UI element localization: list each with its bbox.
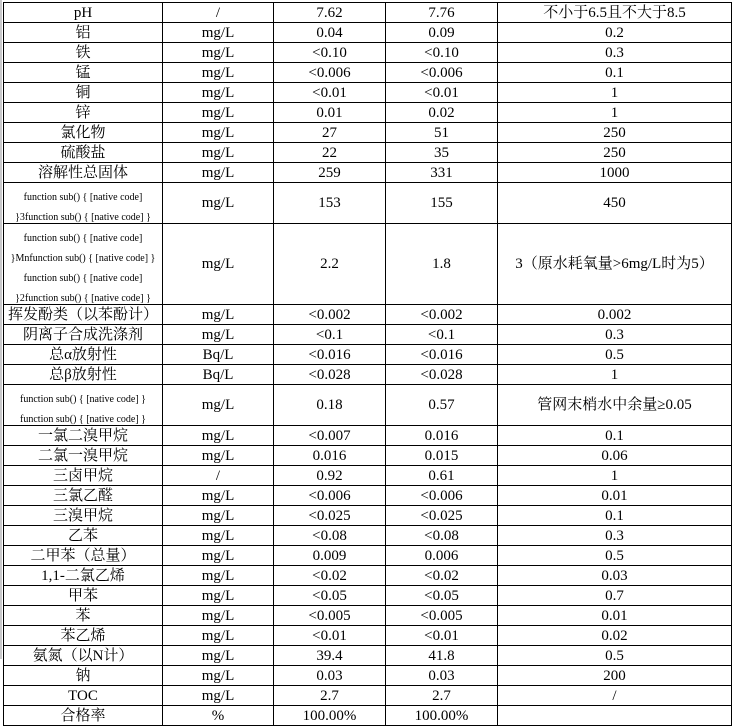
limit-cell: 0.1: [498, 506, 732, 526]
value2-cell: 0.57: [386, 385, 498, 426]
limit-cell: 1: [498, 466, 732, 486]
subscript-text: function sub() { [native code] }: [15, 273, 143, 304]
parameter-cell: 铁: [4, 43, 163, 63]
parameter-cell: pH: [4, 3, 163, 23]
unit-cell: Bq/L: [163, 345, 274, 365]
table-row: [4, 486, 732, 506]
parameter-cell: TOC: [4, 686, 163, 706]
value1-cell: 7.62: [274, 3, 386, 23]
parameter-cell: 挥发酚类（以苯酚计）: [4, 305, 163, 325]
parameter-cell: [4, 224, 163, 305]
value2-cell: <0.08: [386, 526, 498, 546]
value2-cell: <0.025: [386, 506, 498, 526]
value2-cell: 0.61: [386, 466, 498, 486]
unit-cell: mg/L: [163, 626, 274, 646]
unit-cell: mg/L: [163, 606, 274, 626]
unit-cell: mg/L: [163, 686, 274, 706]
table-row: [4, 43, 732, 63]
parameter-cell: 乙苯: [4, 526, 163, 546]
value1-cell: <0.006: [274, 486, 386, 506]
limit-cell: 0.5: [498, 345, 732, 365]
value1-cell: 39.4: [274, 646, 386, 666]
limit-cell: 0.3: [498, 526, 732, 546]
limit-cell: 0.01: [498, 486, 732, 506]
value2-cell: 331: [386, 163, 498, 183]
limit-cell: 0.3: [498, 325, 732, 345]
parameter-cell: 氯化物: [4, 123, 163, 143]
table-row: [4, 63, 732, 83]
parameter-cell: 三氯乙醛: [4, 486, 163, 506]
limit-cell: 0.3: [498, 43, 732, 63]
table-row: [4, 566, 732, 586]
value1-cell: <0.02: [274, 566, 386, 586]
parameter-cell: [4, 385, 163, 426]
subscript-text: Mn: [15, 253, 30, 264]
unit-cell: mg/L: [163, 63, 274, 83]
value2-cell: <0.10: [386, 43, 498, 63]
parameter-cell: 铝: [4, 23, 163, 43]
table-row: [4, 706, 732, 726]
unit-cell: Bq/L: [163, 365, 274, 385]
parameter-cell: 合格率: [4, 706, 163, 726]
value1-cell: 0.04: [274, 23, 386, 43]
limit-cell: 0.5: [498, 646, 732, 666]
limit-cell: [498, 706, 732, 726]
table-row: [4, 3, 732, 23]
limit-cell: 0.5: [498, 546, 732, 566]
value2-cell: 1.8: [386, 224, 498, 305]
limit-cell: 1: [498, 83, 732, 103]
unit-cell: mg/L: [163, 446, 274, 466]
parameter-cell: [4, 183, 163, 224]
value1-cell: 27: [274, 123, 386, 143]
value2-cell: <0.01: [386, 626, 498, 646]
table-row: [4, 426, 732, 446]
subscript-text: function sub() { [native code] }: [10, 233, 143, 264]
unit-cell: mg/L: [163, 103, 274, 123]
table-row: [4, 466, 732, 486]
unit-cell: mg/L: [163, 506, 274, 526]
table-row: [4, 224, 732, 305]
page-edge-strip: [0, 0, 2, 659]
limit-cell: 450: [498, 183, 732, 224]
unit-cell: mg/L: [163, 305, 274, 325]
table-row: [4, 163, 732, 183]
value2-cell: 2.7: [386, 686, 498, 706]
value2-cell: 0.006: [386, 546, 498, 566]
limit-cell: 0.2: [498, 23, 732, 43]
value1-cell: <0.08: [274, 526, 386, 546]
unit-cell: mg/L: [163, 23, 274, 43]
value1-cell: 0.03: [274, 666, 386, 686]
parameter-cell: 二甲苯（总量）: [4, 546, 163, 566]
value1-cell: <0.006: [274, 63, 386, 83]
parameter-cell: 锰: [4, 63, 163, 83]
value1-cell: 0.016: [274, 446, 386, 466]
parameter-cell: 硫酸盐: [4, 143, 163, 163]
value2-cell: 0.016: [386, 426, 498, 446]
value1-cell: 259: [274, 163, 386, 183]
table-row: [4, 666, 732, 686]
limit-cell: /: [498, 686, 732, 706]
parameter-cell: 总α放射性: [4, 345, 163, 365]
table-row: [4, 123, 732, 143]
table-row: [4, 23, 732, 43]
table-row: [4, 365, 732, 385]
limit-cell: 不小于6.5且不大于8.5: [498, 3, 732, 23]
limit-cell: 0.03: [498, 566, 732, 586]
unit-cell: %: [163, 706, 274, 726]
unit-cell: mg/L: [163, 325, 274, 345]
value2-cell: 155: [386, 183, 498, 224]
subscript-text: function sub() { [native code] }: [24, 293, 151, 304]
unit-cell: mg/L: [163, 123, 274, 143]
value2-cell: <0.028: [386, 365, 498, 385]
value2-cell: <0.01: [386, 83, 498, 103]
limit-cell: 0.1: [498, 426, 732, 446]
unit-cell: mg/L: [163, 526, 274, 546]
value1-cell: 0.92: [274, 466, 386, 486]
limit-cell: 0.1: [498, 63, 732, 83]
unit-cell: mg/L: [163, 426, 274, 446]
table-row: [4, 646, 732, 666]
unit-cell: mg/L: [163, 43, 274, 63]
subscript-text: 2: [19, 293, 25, 304]
value1-cell: 2.7: [274, 686, 386, 706]
table-row: [4, 143, 732, 163]
parameter-cell: 氨氮（以N计）: [4, 646, 163, 666]
table-row: [4, 446, 732, 466]
unit-cell: mg/L: [163, 143, 274, 163]
unit-cell: mg/L: [163, 163, 274, 183]
table-row: [4, 345, 732, 365]
table-row: [4, 686, 732, 706]
table-row: [4, 586, 732, 606]
parameter-cell: 阴离子合成洗涤剂: [4, 325, 163, 345]
value2-cell: <0.006: [386, 486, 498, 506]
unit-cell: mg/L: [163, 586, 274, 606]
value1-cell: <0.016: [274, 345, 386, 365]
value1-cell: <0.01: [274, 626, 386, 646]
table-row: [4, 83, 732, 103]
subscript-text: function sub() { [native code] }: [20, 414, 146, 425]
value2-cell: 0.03: [386, 666, 498, 686]
table-row: [4, 526, 732, 546]
table-row: [4, 506, 732, 526]
limit-cell: 0.02: [498, 626, 732, 646]
value1-cell: 22: [274, 143, 386, 163]
value2-cell: <0.05: [386, 586, 498, 606]
parameter-cell: 铜: [4, 83, 163, 103]
water-quality-table: [3, 2, 732, 726]
unit-cell: mg/L: [163, 666, 274, 686]
parameter-cell: 总β放射性: [4, 365, 163, 385]
value2-cell: 0.09: [386, 23, 498, 43]
value1-cell: <0.05: [274, 586, 386, 606]
parameter-cell: 锌: [4, 103, 163, 123]
value2-cell: 35: [386, 143, 498, 163]
table-row: [4, 626, 732, 646]
subscript-text: function sub() { [native code] }: [24, 212, 151, 223]
limit-cell: 1000: [498, 163, 732, 183]
parameter-cell: 钠: [4, 666, 163, 686]
unit-cell: mg/L: [163, 385, 274, 426]
value1-cell: 2.2: [274, 224, 386, 305]
value1-cell: 153: [274, 183, 386, 224]
value1-cell: <0.10: [274, 43, 386, 63]
limit-cell: 3（原水耗氧量>6mg/L时为5）: [498, 224, 732, 305]
limit-cell: 200: [498, 666, 732, 686]
parameter-cell: 甲苯: [4, 586, 163, 606]
value1-cell: 0.01: [274, 103, 386, 123]
table-row: [4, 103, 732, 123]
value1-cell: <0.025: [274, 506, 386, 526]
unit-cell: mg/L: [163, 224, 274, 305]
limit-cell: 1: [498, 103, 732, 123]
subscript-text: function sub() { [native code] }: [29, 253, 156, 264]
parameter-cell: 苯乙烯: [4, 626, 163, 646]
limit-cell: 管网末梢水中余量≥0.05: [498, 385, 732, 426]
limit-cell: 0.002: [498, 305, 732, 325]
unit-cell: mg/L: [163, 646, 274, 666]
unit-cell: mg/L: [163, 566, 274, 586]
value1-cell: 100.00%: [274, 706, 386, 726]
table-row: [4, 546, 732, 566]
parameter-cell: 溶解性总固体: [4, 163, 163, 183]
value2-cell: 0.015: [386, 446, 498, 466]
table-body: [4, 3, 732, 726]
value1-cell: 0.18: [274, 385, 386, 426]
parameter-cell: 一氯二溴甲烷: [4, 426, 163, 446]
unit-cell: /: [163, 3, 274, 23]
value1-cell: <0.002: [274, 305, 386, 325]
unit-cell: mg/L: [163, 183, 274, 224]
table-row: [4, 183, 732, 224]
subscript-text: 3: [19, 212, 25, 223]
limit-cell: 0.01: [498, 606, 732, 626]
value2-cell: <0.005: [386, 606, 498, 626]
subscript-text: function sub() { [native code] }: [15, 192, 143, 223]
value1-cell: <0.007: [274, 426, 386, 446]
unit-cell: /: [163, 466, 274, 486]
value2-cell: <0.006: [386, 63, 498, 83]
parameter-cell: 三溴甲烷: [4, 506, 163, 526]
value1-cell: <0.1: [274, 325, 386, 345]
table-row: [4, 385, 732, 426]
unit-cell: mg/L: [163, 83, 274, 103]
parameter-cell: 三卤甲烷: [4, 466, 163, 486]
parameter-cell: 二氯一溴甲烷: [4, 446, 163, 466]
limit-cell: 250: [498, 143, 732, 163]
table-row: [4, 325, 732, 345]
value1-cell: <0.01: [274, 83, 386, 103]
unit-cell: mg/L: [163, 546, 274, 566]
value1-cell: 0.009: [274, 546, 386, 566]
value2-cell: 41.8: [386, 646, 498, 666]
parameter-cell: 1,1-二氯乙烯: [4, 566, 163, 586]
unit-cell: mg/L: [163, 486, 274, 506]
value2-cell: 0.02: [386, 103, 498, 123]
value2-cell: 51: [386, 123, 498, 143]
value1-cell: <0.005: [274, 606, 386, 626]
value2-cell: <0.002: [386, 305, 498, 325]
limit-cell: 1: [498, 365, 732, 385]
value2-cell: 7.76: [386, 3, 498, 23]
value2-cell: <0.02: [386, 566, 498, 586]
limit-cell: 250: [498, 123, 732, 143]
table-row: [4, 305, 732, 325]
limit-cell: 0.7: [498, 586, 732, 606]
value2-cell: <0.1: [386, 325, 498, 345]
table-row: [4, 606, 732, 626]
parameter-cell: 苯: [4, 606, 163, 626]
value2-cell: <0.016: [386, 345, 498, 365]
limit-cell: 0.06: [498, 446, 732, 466]
value1-cell: <0.028: [274, 365, 386, 385]
value2-cell: 100.00%: [386, 706, 498, 726]
subscript-text: function sub() { [native code] }: [20, 394, 146, 405]
